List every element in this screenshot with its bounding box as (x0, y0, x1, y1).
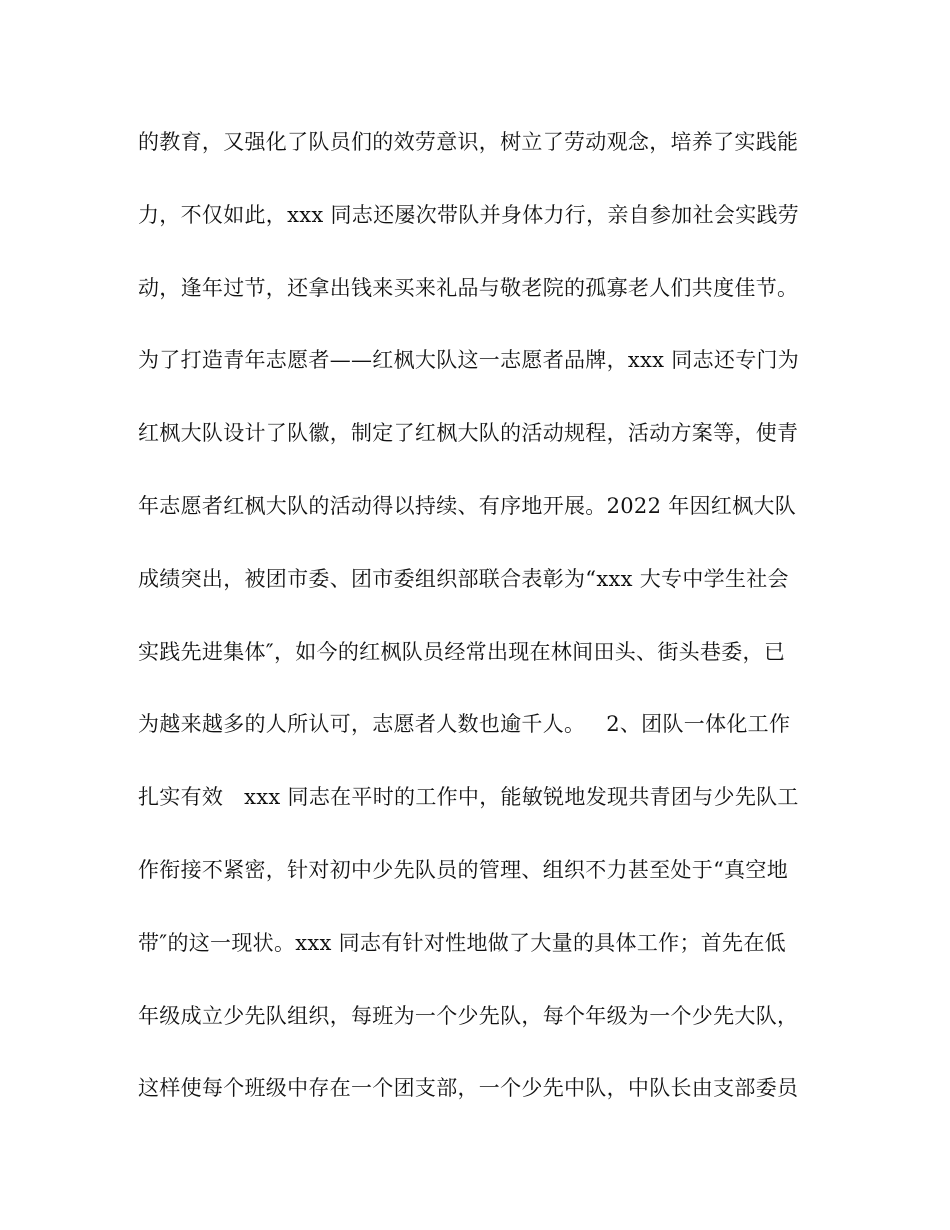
text-line: 成绩突出，被团市委、团市委组织部联合表彰为“xxx 大专中学生社会 (138, 566, 789, 591)
body-text (138, 122, 838, 1141)
text-line: 扎实有效 xxx 同志在平时的工作中，能敏锐地发现共青团与少先队工 (138, 785, 799, 810)
text-line: 的教育，又强化了队员们的效劳意识，树立了劳动观念，培养了实践能 (138, 130, 799, 154)
text-line: 年志愿者红枫大队的活动得以持续、有序地开展。2022 年因红枫大队 (138, 493, 797, 518)
text-line: 这样使每个班级中存在一个团支部，一个少先中队，中队长由支部委员 (138, 1076, 799, 1101)
text-line: 实践先进集体″，如今的红枫队员经常出现在林间田头、街头巷委，已 (138, 639, 786, 664)
text-line: 为了打造青年志愿者——红枫大队这一志愿者品牌，xxx 同志还专门为 (138, 348, 800, 373)
text-line: 年级成立少先队组织，每班为一个少先队，每个年级为一个少先大队， (138, 1003, 799, 1028)
text-line: 作衔接不紧密，针对初中少先队员的管理、组织不力甚至处于“真空地 (138, 857, 789, 882)
text-line: 带″的这一现状。xxx 同志有针对性地做了大量的具体工作；首先在低 (138, 930, 786, 955)
text-line: 动，逢年过节，还拿出钱来买来礼品与敬老院的孤寡老人们共度佳节。 (138, 275, 799, 300)
text-line: 为越来越多的人所认可，志愿者人数也逾千人。 2、团队一体化工作 (138, 712, 791, 737)
text-line: 力，不仅如此，xxx 同志还屡次带队并身体力行，亲自参加社会实践劳 (138, 202, 800, 227)
text-line: 红枫大队设计了队徽，制定了红枫大队的活动规程，活动方案等，使青 (138, 421, 799, 446)
